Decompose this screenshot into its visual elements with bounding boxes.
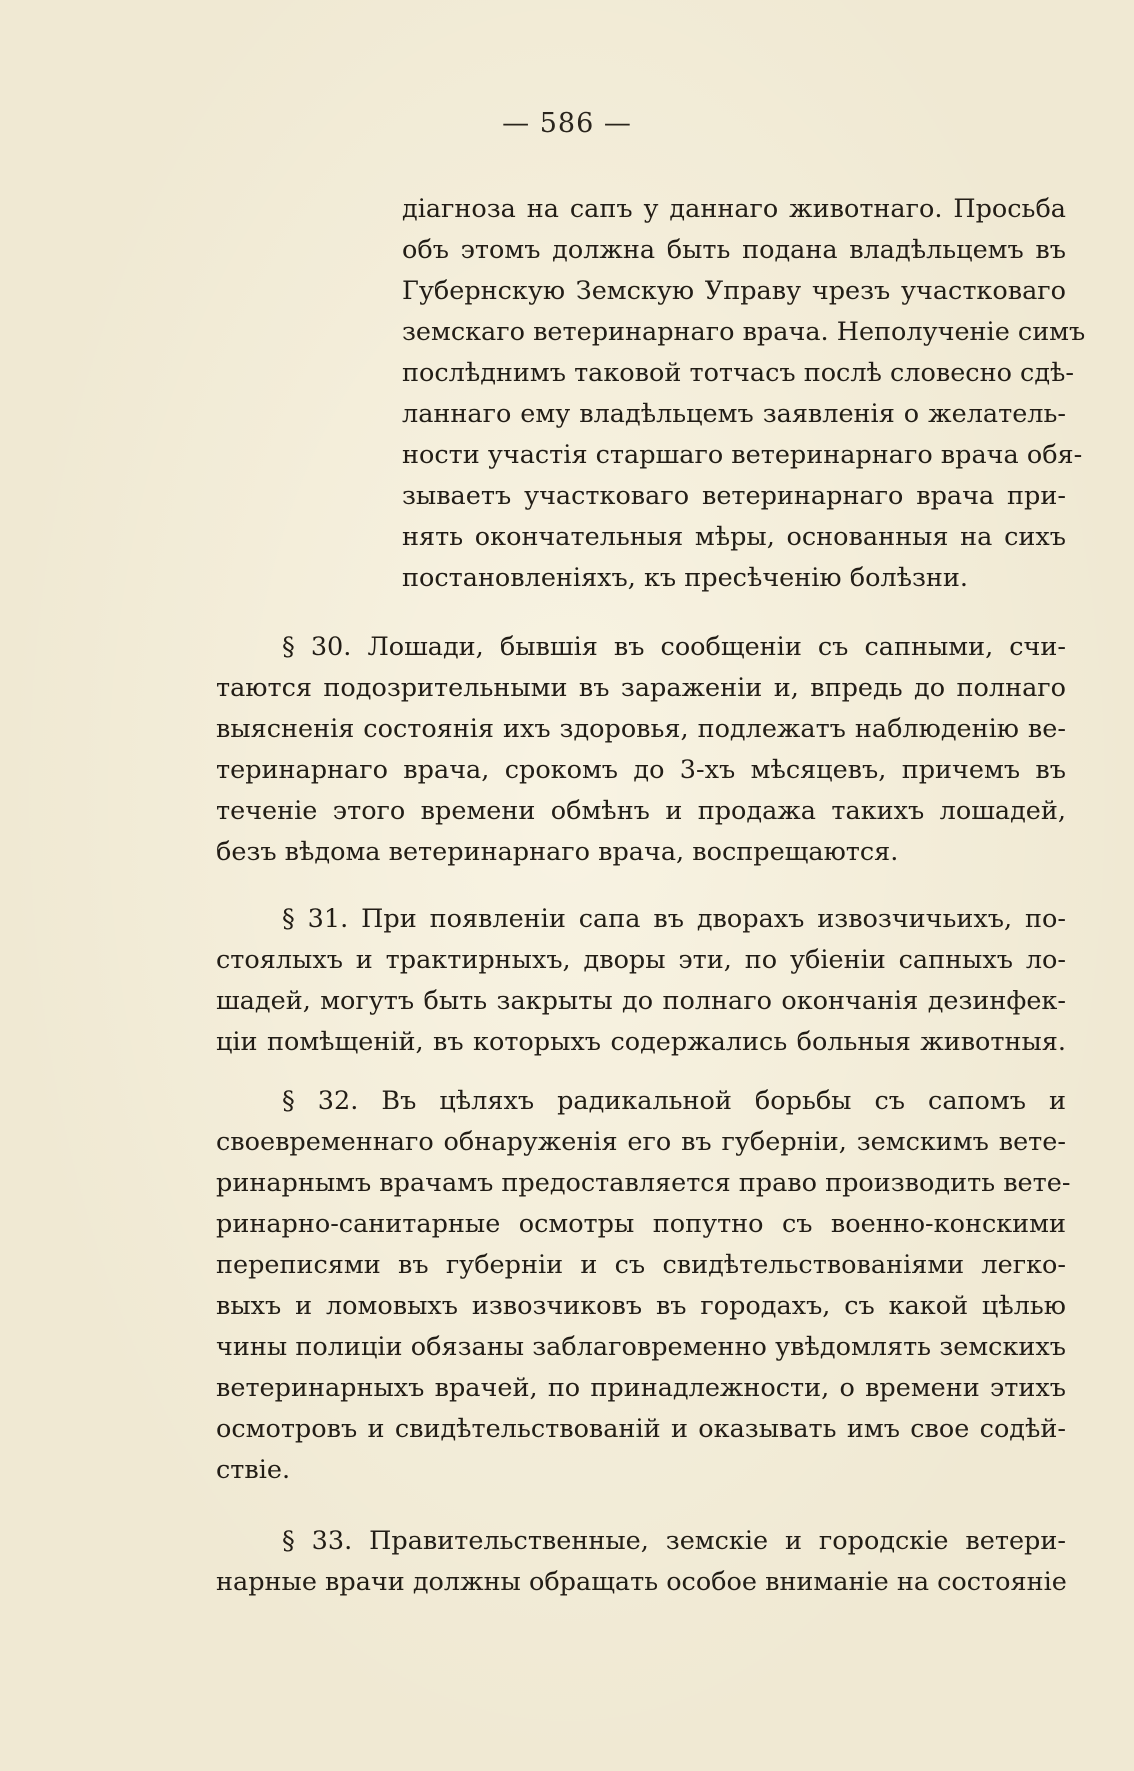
text-line: выхъ и ломовыхъ извозчиковъ въ городахъ, съ какой цѣлью — [216, 1291, 1066, 1321]
text-line: таются подозрительными въ зараженіи и, впредь до полнаго — [216, 673, 1066, 703]
page-number: — 586 — — [502, 108, 632, 139]
text-line: зываетъ участковаго ветеринарнаго врача при- — [402, 481, 1066, 511]
text-line: послѣднимъ таковой тотчасъ послѣ словесно сдѣ- — [402, 358, 1075, 388]
text-line: ствіе. — [216, 1455, 291, 1485]
text-line: ринарно-санитарные осмотры попутно съ военно-конскими — [216, 1209, 1066, 1239]
section-33-first-line: § 33. Правительственные, земскіе и городскіе ветери- — [282, 1526, 1066, 1556]
text-line: постановленіяхъ, къ пресѣченію болѣзни. — [402, 563, 969, 593]
section-31-first-line: § 31. При появленіи сапа въ дворахъ извозчичьихъ, по- — [282, 904, 1066, 934]
text-line: нарные врачи должны обращать особое вниманіе на состояніе — [216, 1567, 1067, 1597]
text-line: ветеринарныхъ врачей, по принадлежности, о времени этихъ — [216, 1373, 1066, 1403]
text-line: стоялыхъ и трактирныхъ, дворы эти, по убіеніи сапныхъ ло- — [216, 945, 1066, 975]
text-line: ности участія старшаго ветеринарнаго врача обя- — [402, 440, 1083, 470]
text-line: ціи помѣщеній, въ которыхъ содержались больныя животныя. — [216, 1027, 1066, 1057]
text-line: діагноза на сапъ у даннаго животнаго. Просьба — [402, 194, 1066, 224]
text-line: земскаго ветеринарнаго врача. Неполученіе симъ — [402, 317, 1086, 347]
text-line: ланнаго ему владѣльцемъ заявленія о желатель- — [402, 399, 1066, 429]
section-30-first-line: § 30. Лошади, бывшія въ сообщеніи съ сапными, счи- — [282, 632, 1066, 662]
text-line: переписями въ губерніи и съ свидѣтельствованіями легко- — [216, 1250, 1066, 1280]
text-line: своевременнаго обнаруженія его въ губерніи, земскимъ вете- — [216, 1127, 1066, 1157]
text-line: шадей, могутъ быть закрыты до полнаго окончанія дезинфек- — [216, 986, 1066, 1016]
text-line: ринарнымъ врачамъ предоставляется право производить вете- — [216, 1168, 1071, 1198]
text-line: Губернскую Земскую Управу чрезъ участковаго — [402, 276, 1066, 306]
text-line: нять окончательныя мѣры, основанныя на сихъ — [402, 522, 1066, 552]
text-line: теченіе этого времени обмѣнъ и продажа такихъ лошадей, — [216, 796, 1066, 826]
section-32-first-line: § 32. Въ цѣляхъ радикальной борьбы съ сапомъ и — [282, 1086, 1066, 1116]
text-line: чины полиціи обязаны заблаговременно увѣдомлять земскихъ — [216, 1332, 1066, 1362]
text-line: безъ вѣдома ветеринарнаго врача, воспрещаются. — [216, 837, 899, 867]
text-line: объ этомъ должна быть подана владѣльцемъ въ — [402, 235, 1066, 265]
text-line: теринарнаго врача, срокомъ до 3-хъ мѣсяцевъ, причемъ въ — [216, 755, 1066, 785]
text-line: выясненія состоянія ихъ здоровья, подлежатъ наблюденію ве- — [216, 714, 1066, 744]
text-line: осмотровъ и свидѣтельствованій и оказывать имъ свое содѣй- — [216, 1414, 1066, 1444]
